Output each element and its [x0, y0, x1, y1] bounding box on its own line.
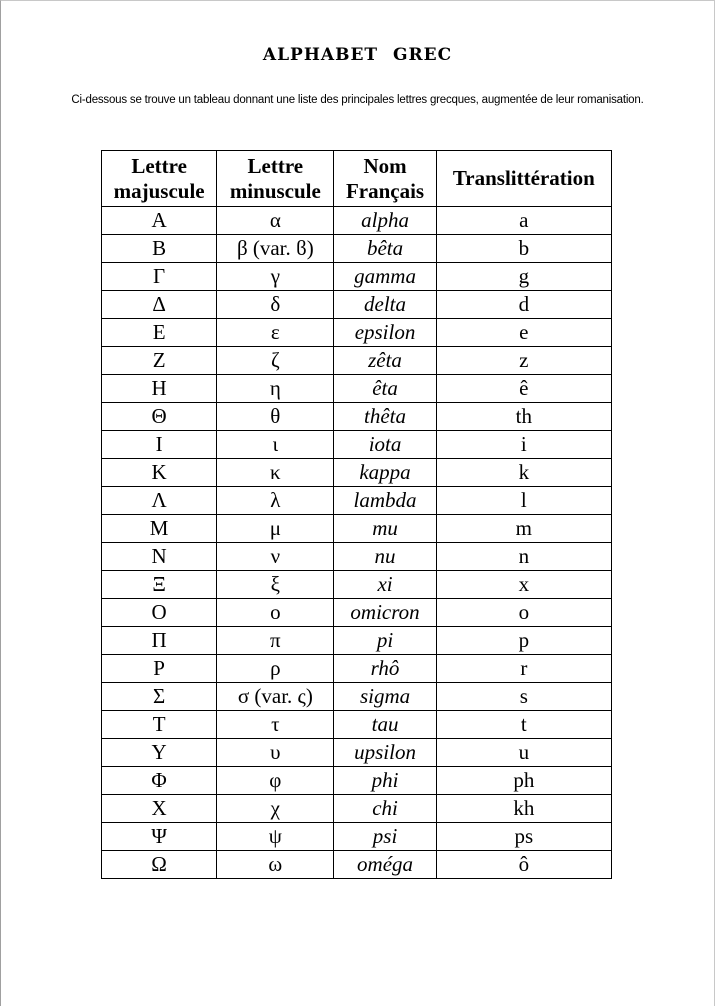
table-row: [102, 347, 612, 375]
cell-french-name: phi: [334, 767, 436, 795]
cell-lowercase: ψ: [217, 823, 334, 851]
cell-french-name: iota: [334, 431, 436, 459]
table-row: [102, 487, 612, 515]
cell-french-name: gamma: [334, 263, 436, 291]
cell-french-name: êta: [334, 375, 436, 403]
cell-french-name: upsilon: [334, 739, 436, 767]
cell-transliteration: t: [436, 711, 611, 739]
cell-lowercase: φ: [217, 767, 334, 795]
greek-alphabet-table: [101, 150, 612, 879]
cell-uppercase: Τ: [102, 711, 217, 739]
cell-french-name: omicron: [334, 599, 436, 627]
intro-paragraph: Ci-dessous se trouve un tableau donnant une liste des principales lettres grecques, augmentée de leur romanisation.: [71, 94, 644, 106]
table-row: [102, 543, 612, 571]
cell-transliteration: o: [436, 599, 611, 627]
cell-lowercase: ε: [217, 319, 334, 347]
cell-french-name: chi: [334, 795, 436, 823]
cell-transliteration: i: [436, 431, 611, 459]
cell-transliteration: th: [436, 403, 611, 431]
cell-lowercase: λ: [217, 487, 334, 515]
cell-lowercase: υ: [217, 739, 334, 767]
cell-lowercase: β (var. ϐ): [217, 235, 334, 263]
cell-uppercase: Δ: [102, 291, 217, 319]
header-name-line2: Français: [345, 178, 425, 203]
cell-uppercase: Ψ: [102, 823, 217, 851]
cell-lowercase: κ: [217, 459, 334, 487]
cell-lowercase: ζ: [217, 347, 334, 375]
cell-french-name: mu: [334, 515, 436, 543]
cell-uppercase: Υ: [102, 739, 217, 767]
cell-lowercase: η: [217, 375, 334, 403]
cell-uppercase: Β: [102, 235, 217, 263]
cell-uppercase: Π: [102, 627, 217, 655]
cell-transliteration: l: [436, 487, 611, 515]
cell-transliteration: n: [436, 543, 611, 571]
cell-uppercase: Ο: [102, 599, 217, 627]
cell-uppercase: Μ: [102, 515, 217, 543]
cell-uppercase: Α: [102, 207, 217, 235]
cell-uppercase: Ρ: [102, 655, 217, 683]
table-row: [102, 627, 612, 655]
header-lowercase-line1: Lettre: [247, 153, 304, 178]
cell-transliteration: e: [436, 319, 611, 347]
cell-transliteration: ph: [436, 767, 611, 795]
cell-lowercase: χ: [217, 795, 334, 823]
cell-transliteration: k: [436, 459, 611, 487]
table-row: [102, 235, 612, 263]
table-row: [102, 571, 612, 599]
table-row: [102, 767, 612, 795]
header-lowercase-line2: minuscule: [229, 178, 321, 203]
header-uppercase: [102, 151, 217, 207]
cell-transliteration: ps: [436, 823, 611, 851]
table-row: [102, 459, 612, 487]
cell-lowercase: ρ: [217, 655, 334, 683]
page-title: ALPHABET GREC: [262, 45, 453, 65]
cell-lowercase: ο: [217, 599, 334, 627]
cell-french-name: rhô: [334, 655, 436, 683]
header-transliteration: Translittération: [436, 151, 611, 207]
header-lowercase: [217, 151, 334, 207]
cell-uppercase: Ζ: [102, 347, 217, 375]
cell-lowercase: τ: [217, 711, 334, 739]
cell-french-name: xi: [334, 571, 436, 599]
header-name: [334, 151, 436, 207]
cell-uppercase: Θ: [102, 403, 217, 431]
cell-transliteration: g: [436, 263, 611, 291]
table-row: [102, 263, 612, 291]
cell-uppercase: Λ: [102, 487, 217, 515]
table-row: [102, 711, 612, 739]
cell-french-name: alpha: [334, 207, 436, 235]
cell-transliteration: s: [436, 683, 611, 711]
cell-transliteration: z: [436, 347, 611, 375]
cell-french-name: tau: [334, 711, 436, 739]
cell-french-name: nu: [334, 543, 436, 571]
table-row: [102, 403, 612, 431]
cell-lowercase: ω: [217, 851, 334, 879]
cell-transliteration: m: [436, 515, 611, 543]
cell-transliteration: ô: [436, 851, 611, 879]
header-row: [102, 151, 612, 207]
cell-french-name: thêta: [334, 403, 436, 431]
cell-uppercase: Σ: [102, 683, 217, 711]
cell-french-name: pi: [334, 627, 436, 655]
cell-lowercase: α: [217, 207, 334, 235]
header-uppercase-line1: Lettre: [131, 153, 187, 178]
cell-transliteration: kh: [436, 795, 611, 823]
cell-transliteration: ê: [436, 375, 611, 403]
cell-lowercase: π: [217, 627, 334, 655]
cell-uppercase: Ι: [102, 431, 217, 459]
cell-french-name: zêta: [334, 347, 436, 375]
header-uppercase-line2: majuscule: [113, 178, 205, 203]
table-row: [102, 599, 612, 627]
table-row: [102, 851, 612, 879]
cell-french-name: bêta: [334, 235, 436, 263]
cell-uppercase: Ε: [102, 319, 217, 347]
cell-uppercase: Ω: [102, 851, 217, 879]
table-row: [102, 431, 612, 459]
cell-transliteration: b: [436, 235, 611, 263]
table-row: [102, 207, 612, 235]
cell-uppercase: Η: [102, 375, 217, 403]
table-row: [102, 515, 612, 543]
cell-french-name: kappa: [334, 459, 436, 487]
cell-transliteration: d: [436, 291, 611, 319]
header-name-line1: Nom: [363, 153, 407, 178]
cell-uppercase: Ξ: [102, 571, 217, 599]
cell-french-name: oméga: [334, 851, 436, 879]
table-row: [102, 375, 612, 403]
cell-uppercase: Κ: [102, 459, 217, 487]
table-row: [102, 823, 612, 851]
table-row: [102, 655, 612, 683]
cell-french-name: sigma: [334, 683, 436, 711]
table-body: [102, 207, 612, 879]
cell-french-name: lambda: [334, 487, 436, 515]
cell-uppercase: Φ: [102, 767, 217, 795]
table-row: [102, 795, 612, 823]
cell-lowercase: ξ: [217, 571, 334, 599]
cell-lowercase: ι: [217, 431, 334, 459]
cell-transliteration: r: [436, 655, 611, 683]
table-row: [102, 291, 612, 319]
table-row: [102, 739, 612, 767]
cell-transliteration: a: [436, 207, 611, 235]
cell-transliteration: u: [436, 739, 611, 767]
cell-lowercase: ν: [217, 543, 334, 571]
cell-french-name: delta: [334, 291, 436, 319]
cell-uppercase: Γ: [102, 263, 217, 291]
cell-transliteration: p: [436, 627, 611, 655]
cell-uppercase: Ν: [102, 543, 217, 571]
cell-uppercase: Χ: [102, 795, 217, 823]
cell-lowercase: θ: [217, 403, 334, 431]
cell-french-name: epsilon: [334, 319, 436, 347]
table-row: [102, 319, 612, 347]
table-header: [102, 151, 612, 207]
table-row: [102, 683, 612, 711]
cell-lowercase: μ: [217, 515, 334, 543]
cell-lowercase: γ: [217, 263, 334, 291]
cell-french-name: psi: [334, 823, 436, 851]
cell-lowercase: δ: [217, 291, 334, 319]
cell-lowercase: σ (var. ς): [217, 683, 334, 711]
cell-transliteration: x: [436, 571, 611, 599]
